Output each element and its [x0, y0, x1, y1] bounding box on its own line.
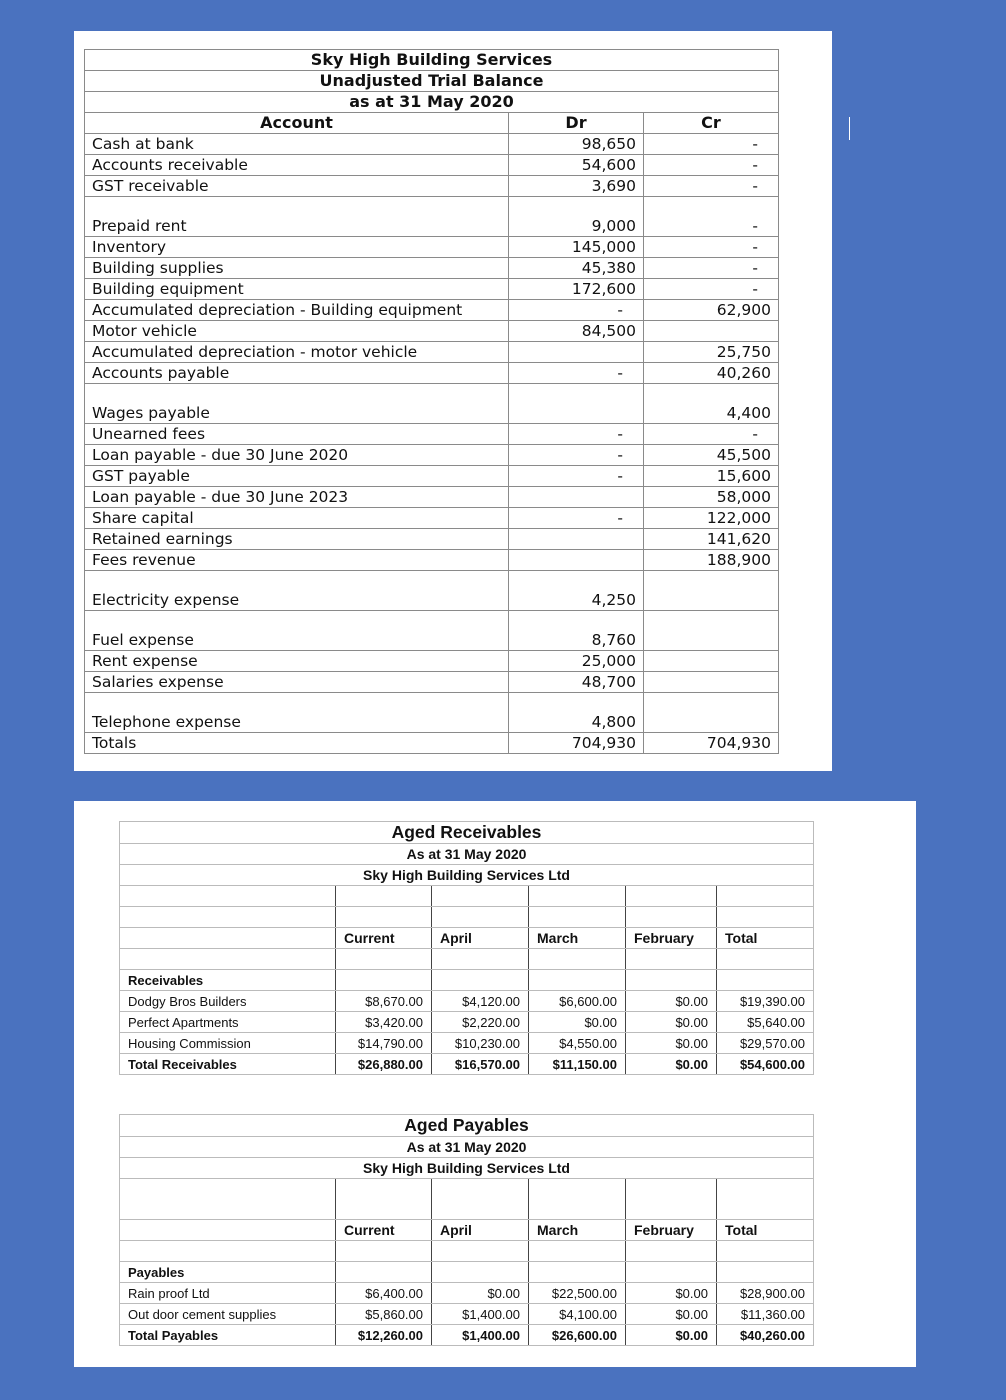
empty-cell — [717, 1262, 814, 1283]
amount-cell: $1,400.00 — [432, 1304, 529, 1325]
amount-cell: $2,220.00 — [432, 1012, 529, 1033]
dr-amount: 145,000 — [509, 237, 644, 258]
cr-amount — [644, 321, 779, 342]
account-name: Prepaid rent — [85, 197, 509, 237]
empty-cell — [336, 1179, 432, 1220]
party-name: Rain proof Ltd — [120, 1283, 336, 1304]
table-row — [85, 300, 779, 321]
aged-payables-table — [119, 1114, 814, 1346]
empty-cell — [717, 970, 814, 991]
amount-cell: $0.00 — [626, 1012, 717, 1033]
table-row — [85, 529, 779, 550]
dr-amount: - — [509, 363, 644, 384]
table-row — [85, 571, 779, 611]
empty-cell — [717, 907, 814, 928]
account-name: Loan payable - due 30 June 2023 — [85, 487, 509, 508]
amount-cell: $6,400.00 — [336, 1283, 432, 1304]
dr-amount: 9,000 — [509, 197, 644, 237]
amount-cell: $10,230.00 — [432, 1033, 529, 1054]
amount-cell: $8,670.00 — [336, 991, 432, 1012]
empty-cell — [529, 1241, 626, 1262]
empty-cell — [432, 970, 529, 991]
table-row — [85, 384, 779, 424]
cr-amount: 15,600 — [644, 466, 779, 487]
text-cursor — [849, 117, 850, 140]
aged-receivables-table — [119, 821, 814, 1075]
amount-cell: $54,600.00 — [717, 1054, 814, 1075]
account-name: GST receivable — [85, 176, 509, 197]
account-name: Accounts receivable — [85, 155, 509, 176]
account-name: Loan payable - due 30 June 2020 — [85, 445, 509, 466]
account-name: Wages payable — [85, 384, 509, 424]
amount-cell: $26,600.00 — [529, 1325, 626, 1346]
dr-amount: 84,500 — [509, 321, 644, 342]
amount-cell: $1,400.00 — [432, 1325, 529, 1346]
cr-header: Cr — [644, 113, 779, 134]
column-header: April — [432, 928, 529, 949]
empty-cell — [626, 886, 717, 907]
amount-cell: $6,600.00 — [529, 991, 626, 1012]
dr-amount — [509, 342, 644, 363]
report-company: Sky High Building Services Ltd — [120, 1158, 814, 1179]
column-header: Current — [336, 1220, 432, 1241]
account-name: Electricity expense — [85, 571, 509, 611]
amount-cell: $0.00 — [626, 1033, 717, 1054]
cr-amount — [644, 651, 779, 672]
column-header: March — [529, 928, 626, 949]
column-header: March — [529, 1220, 626, 1241]
cr-amount — [644, 672, 779, 693]
dr-amount: 54,600 — [509, 155, 644, 176]
empty-cell — [120, 1220, 336, 1241]
dr-amount — [509, 529, 644, 550]
amount-cell: $11,150.00 — [529, 1054, 626, 1075]
column-header: Current — [336, 928, 432, 949]
report-date: As at 31 May 2020 — [120, 1137, 814, 1158]
blank-row — [120, 907, 814, 928]
trial-balance-panel — [74, 31, 832, 771]
dr-amount — [509, 384, 644, 424]
dr-amount: - — [509, 466, 644, 487]
account-name: Accumulated depreciation - motor vehicle — [85, 342, 509, 363]
empty-cell — [717, 949, 814, 970]
empty-cell — [626, 1179, 717, 1220]
dr-amount — [509, 487, 644, 508]
table-row — [85, 342, 779, 363]
amount-cell: $0.00 — [626, 1325, 717, 1346]
account-name: Building supplies — [85, 258, 509, 279]
cr-amount: - — [644, 258, 779, 279]
table-row — [85, 155, 779, 176]
table-row — [85, 197, 779, 237]
amount-cell: $5,860.00 — [336, 1304, 432, 1325]
header-row — [120, 1137, 814, 1158]
amount-cell: $0.00 — [432, 1283, 529, 1304]
trial-balance-title: Sky High Building Services — [85, 50, 779, 71]
table-row — [120, 1283, 814, 1304]
table-row — [120, 1304, 814, 1325]
empty-cell — [529, 907, 626, 928]
account-name: Retained earnings — [85, 529, 509, 550]
column-header: Total — [717, 1220, 814, 1241]
dr-amount: 25,000 — [509, 651, 644, 672]
trial-balance-date: as at 31 May 2020 — [85, 92, 779, 113]
cr-amount: 40,260 — [644, 363, 779, 384]
dr-header: Dr — [509, 113, 644, 134]
empty-cell — [626, 1262, 717, 1283]
empty-cell — [336, 1262, 432, 1283]
empty-cell — [120, 886, 336, 907]
table-row — [120, 991, 814, 1012]
cr-amount — [644, 611, 779, 651]
amount-cell: $4,100.00 — [529, 1304, 626, 1325]
empty-cell — [432, 949, 529, 970]
table-row — [85, 258, 779, 279]
empty-cell — [120, 949, 336, 970]
dr-amount: 48,700 — [509, 672, 644, 693]
empty-cell — [626, 949, 717, 970]
column-header: April — [432, 1220, 529, 1241]
dr-amount: 4,250 — [509, 571, 644, 611]
table-row — [85, 134, 779, 155]
cr-amount: - — [644, 237, 779, 258]
section-label: Receivables — [120, 970, 336, 991]
amount-cell: $3,420.00 — [336, 1012, 432, 1033]
party-name: Out door cement supplies — [120, 1304, 336, 1325]
header-row — [120, 822, 814, 844]
empty-cell — [717, 1241, 814, 1262]
account-name: Totals — [85, 733, 509, 754]
empty-cell — [717, 886, 814, 907]
amount-cell: $11,360.00 — [717, 1304, 814, 1325]
dr-amount: 4,800 — [509, 693, 644, 733]
empty-cell — [626, 1241, 717, 1262]
table-row — [120, 1012, 814, 1033]
table-row — [85, 693, 779, 733]
dr-amount: - — [509, 424, 644, 445]
amount-cell: $22,500.00 — [529, 1283, 626, 1304]
report-date: As at 31 May 2020 — [120, 844, 814, 865]
dr-amount: 45,380 — [509, 258, 644, 279]
empty-cell — [120, 907, 336, 928]
empty-cell — [120, 928, 336, 949]
empty-cell — [529, 949, 626, 970]
amount-cell: $16,570.00 — [432, 1054, 529, 1075]
amount-cell: $40,260.00 — [717, 1325, 814, 1346]
account-name: Accounts payable — [85, 363, 509, 384]
dr-amount: - — [509, 508, 644, 529]
empty-cell — [529, 886, 626, 907]
cr-amount: - — [644, 197, 779, 237]
report-title: Aged Receivables — [120, 822, 814, 844]
total-row — [120, 1325, 814, 1346]
party-name: Housing Commission — [120, 1033, 336, 1054]
empty-cell — [432, 1262, 529, 1283]
empty-cell — [529, 1179, 626, 1220]
table-row — [85, 176, 779, 197]
aged-reports-panel — [74, 801, 916, 1367]
empty-cell — [336, 907, 432, 928]
cr-amount — [644, 571, 779, 611]
amount-cell: $4,550.00 — [529, 1033, 626, 1054]
amount-cell: $14,790.00 — [336, 1033, 432, 1054]
cr-amount: 58,000 — [644, 487, 779, 508]
cr-amount: - — [644, 155, 779, 176]
amount-cell: $0.00 — [529, 1012, 626, 1033]
table-row — [85, 424, 779, 445]
table-row — [85, 279, 779, 300]
total-label: Total Receivables — [120, 1054, 336, 1075]
account-name: Cash at bank — [85, 134, 509, 155]
account-name: Rent expense — [85, 651, 509, 672]
header-row — [120, 844, 814, 865]
section-row — [120, 970, 814, 991]
column-header: Total — [717, 928, 814, 949]
section-row — [120, 1262, 814, 1283]
amount-cell: $29,570.00 — [717, 1033, 814, 1054]
amount-cell: $28,900.00 — [717, 1283, 814, 1304]
cr-amount: 141,620 — [644, 529, 779, 550]
dr-amount: 3,690 — [509, 176, 644, 197]
dr-amount: 704,930 — [509, 733, 644, 754]
cr-amount — [644, 693, 779, 733]
report-title: Aged Payables — [120, 1115, 814, 1137]
dr-amount: 98,650 — [509, 134, 644, 155]
report-company: Sky High Building Services Ltd — [120, 865, 814, 886]
empty-cell — [336, 970, 432, 991]
dr-amount: - — [509, 300, 644, 321]
cr-amount: 122,000 — [644, 508, 779, 529]
empty-cell — [626, 907, 717, 928]
table-row — [85, 466, 779, 487]
dr-amount: 8,760 — [509, 611, 644, 651]
header-row — [120, 1115, 814, 1137]
total-label: Total Payables — [120, 1325, 336, 1346]
table-row — [85, 363, 779, 384]
cr-amount: - — [644, 176, 779, 197]
dr-amount — [509, 550, 644, 571]
table-row — [85, 733, 779, 754]
empty-cell — [529, 970, 626, 991]
cr-amount: 188,900 — [644, 550, 779, 571]
cr-amount: 4,400 — [644, 384, 779, 424]
cr-amount: 45,500 — [644, 445, 779, 466]
amount-cell: $19,390.00 — [717, 991, 814, 1012]
empty-cell — [529, 1262, 626, 1283]
amount-cell: $5,640.00 — [717, 1012, 814, 1033]
amount-cell: $26,880.00 — [336, 1054, 432, 1075]
empty-cell — [717, 1179, 814, 1220]
dr-amount: - — [509, 445, 644, 466]
cr-amount: - — [644, 279, 779, 300]
account-name: Inventory — [85, 237, 509, 258]
header-row — [120, 865, 814, 886]
empty-cell — [336, 886, 432, 907]
column-header: February — [626, 1220, 717, 1241]
dr-amount: 172,600 — [509, 279, 644, 300]
empty-cell — [336, 949, 432, 970]
amount-cell: $4,120.00 — [432, 991, 529, 1012]
cr-amount: - — [644, 134, 779, 155]
trial-balance-subtitle: Unadjusted Trial Balance — [85, 71, 779, 92]
account-name: Salaries expense — [85, 672, 509, 693]
account-name: Building equipment — [85, 279, 509, 300]
amount-cell: $0.00 — [626, 1283, 717, 1304]
table-row — [85, 611, 779, 651]
amount-cell: $0.00 — [626, 1304, 717, 1325]
trial-balance-table — [84, 49, 779, 754]
account-name: Accumulated depreciation - Building equipment — [85, 300, 509, 321]
account-name: Share capital — [85, 508, 509, 529]
empty-cell — [120, 1179, 336, 1220]
blank-row — [120, 886, 814, 907]
account-header: Account — [85, 113, 509, 134]
account-name: Motor vehicle — [85, 321, 509, 342]
account-name: Telephone expense — [85, 693, 509, 733]
blank-row — [120, 949, 814, 970]
cr-amount: - — [644, 424, 779, 445]
header-row — [120, 1158, 814, 1179]
empty-cell — [626, 970, 717, 991]
blank-row — [120, 1179, 814, 1220]
account-name: Unearned fees — [85, 424, 509, 445]
party-name: Perfect Apartments — [120, 1012, 336, 1033]
empty-cell — [432, 1179, 529, 1220]
account-name: Fees revenue — [85, 550, 509, 571]
table-row — [85, 508, 779, 529]
cr-amount: 25,750 — [644, 342, 779, 363]
amount-cell: $0.00 — [626, 1054, 717, 1075]
amount-cell: $0.00 — [626, 991, 717, 1012]
party-name: Dodgy Bros Builders — [120, 991, 336, 1012]
column-header: February — [626, 928, 717, 949]
cr-amount: 62,900 — [644, 300, 779, 321]
table-row — [85, 550, 779, 571]
table-row — [85, 651, 779, 672]
empty-cell — [336, 1241, 432, 1262]
empty-cell — [432, 1241, 529, 1262]
total-row — [120, 1054, 814, 1075]
table-row — [85, 445, 779, 466]
blank-row — [120, 1241, 814, 1262]
empty-cell — [120, 1241, 336, 1262]
column-header-row — [120, 928, 814, 949]
table-row — [85, 321, 779, 342]
table-row — [85, 487, 779, 508]
empty-cell — [432, 907, 529, 928]
table-row — [85, 237, 779, 258]
amount-cell: $12,260.00 — [336, 1325, 432, 1346]
account-name: Fuel expense — [85, 611, 509, 651]
column-header-row — [120, 1220, 814, 1241]
section-label: Payables — [120, 1262, 336, 1283]
account-name: GST payable — [85, 466, 509, 487]
empty-cell — [432, 886, 529, 907]
table-row — [120, 1033, 814, 1054]
cr-amount: 704,930 — [644, 733, 779, 754]
table-row — [85, 672, 779, 693]
